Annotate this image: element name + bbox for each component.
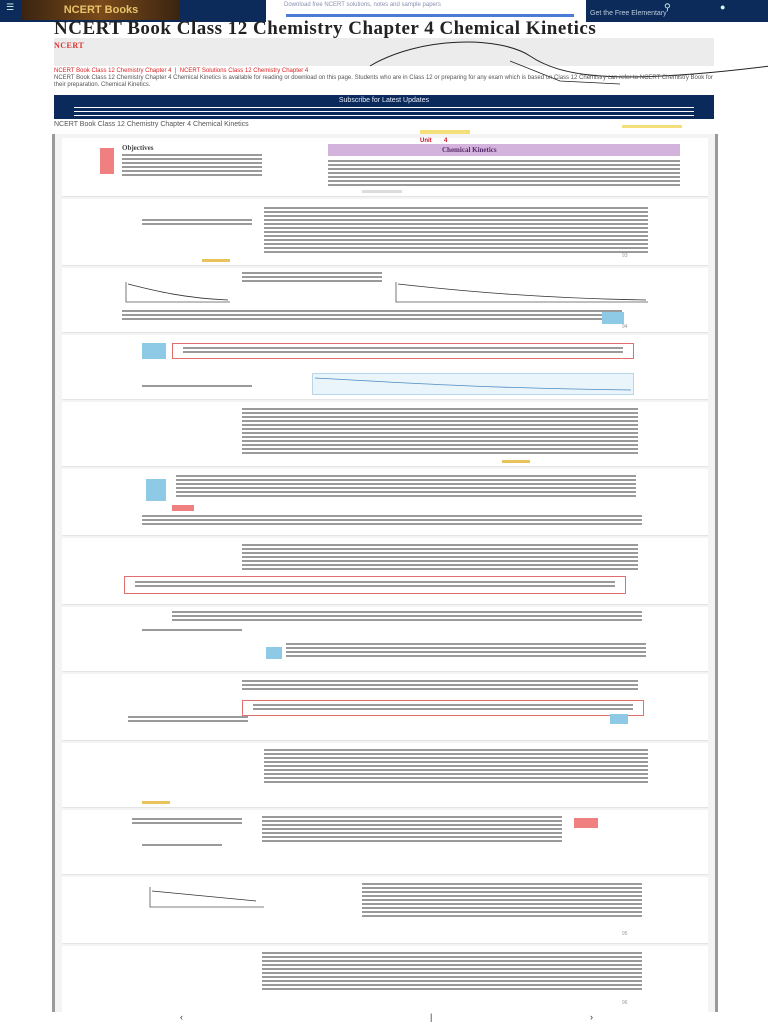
pdf-page: [62, 810, 708, 875]
pdf-page: [62, 469, 708, 536]
intro-link-right[interactable]: NCERT Solutions Class 12 Chemistry Chapter 4: [179, 68, 309, 74]
intro-text: NCERT Book Class 12 Chemistry Chapter 4 | NCERT Solutions Class 12 Chemistry Chapter 4 NCERT Book Class 12 Chemistry Chapter 4 Chemical Kinetics is available for reading or download on this page. Students who are in Class 12 or preparing for any exam which is based on Class 12 Chemistry can refer to NCERT Chemistry Book for their preparation. Chemical Kinetics.: [54, 68, 713, 88]
pdf-page: [62, 402, 708, 467]
intro-body: NCERT Book Class 12 Chemistry Chapter 4 Chemical Kinetics is available for reading or download on this page. Students who are in Class 12 or preparing for any exam which is based on Class 12 Chemistry can refer to NCERT Chemistry Book for their preparation. Chemical Kinetics.: [54, 75, 713, 88]
data-table: [124, 576, 626, 594]
pdf-page: [62, 946, 708, 1013]
subscribe-divider: [74, 107, 694, 108]
solution-marker: [172, 505, 194, 511]
data-table: [172, 343, 634, 359]
objectives-heading: Objectives: [122, 144, 154, 152]
subscribe-divider: [74, 115, 694, 116]
pdf-page: [62, 199, 708, 266]
page-footer-mark: [142, 801, 170, 804]
note-box: [602, 312, 624, 324]
subscribe-label[interactable]: Subscribe for Latest Updates: [338, 97, 430, 104]
caption-highlight: [622, 125, 682, 128]
header-right-text[interactable]: Get the Free Elementary: [590, 10, 667, 17]
subscribe-box: [54, 95, 714, 119]
subscribe-divider: [74, 111, 694, 112]
page-footer-mark: [502, 460, 530, 463]
bottom-toolbar: [0, 1012, 768, 1024]
document-caption: NCERT Book Class 12 Chemistry Chapter 4 Chemical Kinetics: [54, 121, 249, 128]
site-logo[interactable]: NCERT Books: [22, 0, 180, 20]
ad-button[interactable]: [286, 14, 574, 17]
note-box: [610, 714, 628, 724]
pdf-page: [62, 877, 708, 944]
chapter-title: Chemical Kinetics: [442, 146, 497, 154]
search-icon[interactable]: ⚲: [664, 2, 671, 12]
ad-text: Download free NCERT solutions, notes and sample papers: [284, 2, 441, 8]
data-table: [242, 700, 644, 716]
example-box: [146, 479, 166, 501]
pdf-page: [62, 607, 708, 672]
side-note-box: [142, 343, 166, 359]
user-icon[interactable]: ●: [720, 2, 726, 12]
page-title-text: NCERT Book Class 12 Chemistry Chapter 4 Chemical Kinetics: [54, 18, 597, 39]
prev-page-icon[interactable]: ‹: [180, 1012, 183, 1022]
plot-area: [312, 373, 634, 395]
pdf-page: [62, 674, 708, 741]
page-number: 96: [622, 1000, 628, 1006]
rate-graph: [392, 280, 652, 304]
page-title-sub: NCERT: [54, 41, 85, 50]
chapter-banner: [328, 144, 680, 156]
pdf-page: [62, 268, 708, 333]
pdf-page: [62, 138, 708, 197]
page-footer-mark: [202, 259, 230, 262]
key-point-marker: [574, 818, 598, 828]
page-number: 94: [622, 324, 628, 330]
unit-label: Unit: [420, 138, 432, 144]
next-page-icon[interactable]: ›: [590, 1012, 593, 1022]
note-box: [266, 647, 282, 659]
page-number: 95: [622, 931, 628, 937]
pdf-page: [62, 743, 708, 808]
page-number: 93: [622, 253, 628, 259]
pdf-page: [62, 538, 708, 605]
intro-link-left[interactable]: NCERT Book Class 12 Chemistry Chapter 4: [54, 68, 172, 74]
menu-icon[interactable]: ☰: [6, 2, 15, 12]
objectives-marker: [100, 148, 114, 174]
concentration-graph: [122, 280, 232, 304]
energy-graph: [146, 885, 266, 909]
page-footer: [362, 190, 402, 193]
pdf-page: [62, 335, 708, 400]
page-scroll-icon[interactable]: |: [430, 1012, 433, 1022]
unit-number: 4: [444, 138, 448, 144]
